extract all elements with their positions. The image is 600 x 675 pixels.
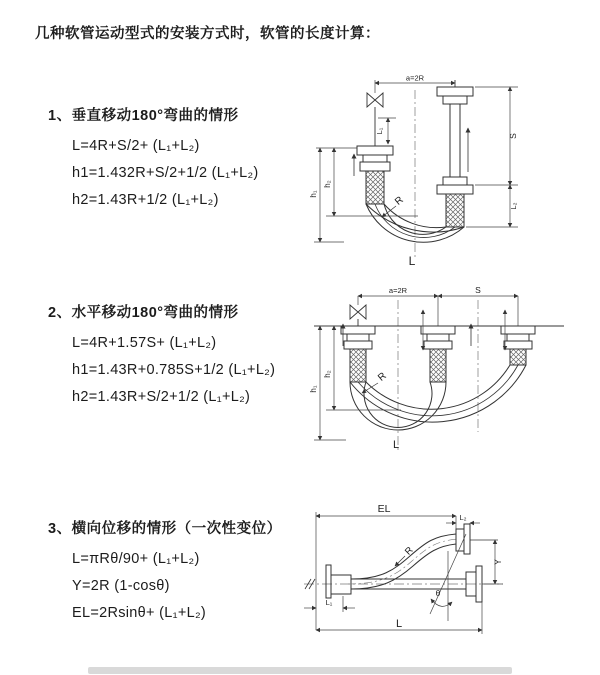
formula-h2: h2=1.43R+1/2 (L₁+L₂): [72, 192, 219, 208]
formula-y: Y=2R (1-cosθ): [72, 578, 170, 594]
label-el: EL: [377, 503, 391, 515]
formula-l: L=4R+1.57S+ (L₁+L₂): [72, 335, 217, 351]
section-1: [48, 104, 318, 214]
formula-l: L=πRθ/90+ (L₁+L₂): [72, 551, 200, 567]
label-l2: L₂: [509, 202, 518, 210]
bottom-strip: [88, 667, 512, 674]
diagram-horizontal-180-bend: [306, 282, 598, 462]
middle-hose-fitting: [421, 326, 455, 382]
braided-section: [350, 349, 366, 382]
dimension-l2: [446, 523, 480, 524]
section-3-heading: 3、横向位移的情形（一次性变位）: [48, 521, 282, 537]
diagram-vertical-180-bend: [308, 72, 540, 270]
left-hose-fitting: [341, 326, 375, 382]
valve-icon: [367, 93, 383, 146]
formula-h1: h1=1.432R+S/2+1/2 (L₁+L₂): [72, 165, 259, 181]
label-h2: h₂: [323, 370, 332, 378]
label-l: L: [408, 254, 416, 268]
upper-flange: [456, 524, 498, 554]
angle-theta-construction: [430, 534, 466, 621]
braided-section: [510, 349, 526, 365]
valve-icon: [350, 305, 366, 326]
label-l1: L₁: [375, 127, 384, 135]
label-r: R: [402, 544, 416, 558]
right-hose-fitting: [501, 326, 535, 365]
label-s: S: [508, 133, 518, 139]
formula-h1: h1=1.43R+0.785S+1/2 (L₁+L₂): [72, 362, 276, 378]
braided-section: [366, 171, 384, 204]
label-h1: h₁: [309, 385, 318, 393]
diagram-lateral-displacement: [298, 496, 600, 644]
label-theta: θ: [435, 588, 441, 598]
left-flange: [326, 565, 351, 598]
label-h2: h₂: [323, 180, 332, 188]
dimension-h1-h2: [314, 326, 401, 440]
s-curve-hose: [348, 534, 458, 589]
fitting-length-dims: [423, 310, 505, 350]
dimension-el: [316, 512, 456, 630]
label-s: S: [475, 285, 481, 295]
page-title: 几种软管运动型式的安装方式时，软管的长度计算：: [35, 26, 380, 42]
label-l1: L₁: [325, 598, 333, 607]
section-3: [48, 517, 318, 627]
left-hose-fitting: [316, 146, 393, 204]
formula-h2: h2=1.43R+S/2+1/2 (L₁+L₂): [72, 389, 251, 405]
formula-el: EL=2Rsinθ+ (L₁+L₂): [72, 605, 207, 621]
braided-section: [430, 349, 446, 382]
label-l2: L₂: [459, 513, 467, 522]
label-a2r: a=2R: [405, 73, 425, 83]
dimension-a2r-s: [358, 296, 518, 326]
label-h1: h₁: [309, 190, 318, 198]
section-2-heading: 2、水平移动180°弯曲的情形: [48, 305, 239, 321]
label-r: R: [393, 194, 406, 208]
label-l: L: [392, 439, 400, 451]
label-r: R: [376, 370, 389, 384]
section-1-heading: 1、垂直移动180°弯曲的情形: [48, 108, 239, 124]
label-a2r: a=2R: [388, 286, 408, 295]
label-l: L: [395, 618, 403, 630]
section-2: [48, 301, 318, 411]
label-y: Y: [493, 558, 503, 566]
formula-l: L=4R+S/2+ (L₁+L₂): [72, 138, 200, 154]
braided-section: [446, 194, 464, 227]
